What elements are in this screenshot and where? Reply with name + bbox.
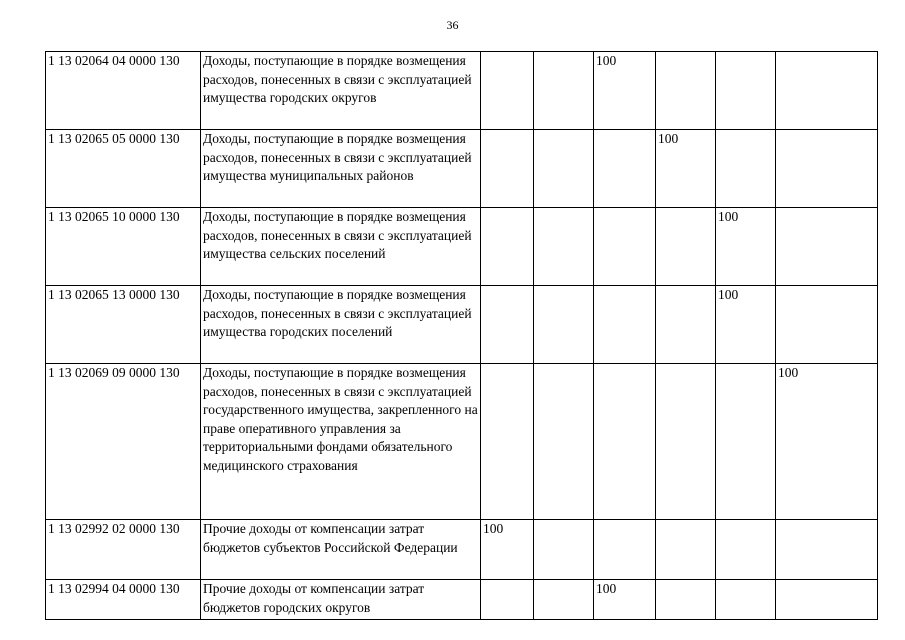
allocation-percent-cell	[534, 520, 594, 580]
allocation-percent-cell: 100	[656, 130, 716, 208]
allocation-percent-cell	[594, 130, 656, 208]
budget-classification-code: 1 13 02065 13 0000 130	[46, 286, 201, 364]
allocation-percent-cell	[656, 208, 716, 286]
page-number: 36	[446, 18, 459, 32]
allocation-percent-cell	[656, 364, 716, 520]
allocation-percent-cell	[776, 130, 878, 208]
table-row	[46, 364, 878, 520]
allocation-percent-cell	[594, 364, 656, 520]
allocation-percent-cell	[481, 52, 534, 130]
budget-classification-code: 1 13 02065 10 0000 130	[46, 208, 201, 286]
table-row	[46, 208, 878, 286]
allocation-percent-cell	[481, 580, 534, 620]
allocation-percent-cell	[594, 286, 656, 364]
allocation-percent-cell	[534, 580, 594, 620]
revenue-description: Доходы, поступающие в порядке возмещения расходов, понесенных в связи с эксплуатацией имущества муниципальных районов	[201, 130, 481, 208]
allocation-percent-cell: 100	[776, 364, 878, 520]
allocation-percent-cell	[776, 208, 878, 286]
allocation-percent-cell	[716, 580, 776, 620]
allocation-percent-cell	[776, 286, 878, 364]
allocation-percent-cell: 100	[481, 520, 534, 580]
allocation-percent-cell	[656, 520, 716, 580]
budget-classification-code: 1 13 02069 09 0000 130	[46, 364, 201, 520]
revenue-description: Прочие доходы от компенсации затрат бюджетов субъектов Российской Федерации	[201, 520, 481, 580]
allocation-percent-cell: 100	[716, 208, 776, 286]
allocation-percent-cell	[534, 364, 594, 520]
allocation-percent-cell	[656, 580, 716, 620]
allocation-percent-cell	[776, 52, 878, 130]
revenue-description: Доходы, поступающие в порядке возмещения расходов, понесенных в связи с эксплуатацией имущества сельских поселений	[201, 208, 481, 286]
revenue-description: Доходы, поступающие в порядке возмещения расходов, понесенных в связи с эксплуатацией имущества городских поселений	[201, 286, 481, 364]
revenue-description: Доходы, поступающие в порядке возмещения расходов, понесенных в связи с эксплуатацией имущества городских округов	[201, 52, 481, 130]
allocation-percent-cell	[594, 208, 656, 286]
revenue-description: Доходы, поступающие в порядке возмещения расходов, понесенных в связи с эксплуатацией государственного имущества, закрепленного на праве оперативного управления за территориальными фондами обязательного медицинского страхования	[201, 364, 481, 520]
allocation-percent-cell	[716, 130, 776, 208]
table-row	[46, 580, 878, 620]
table-row	[46, 286, 878, 364]
allocation-percent-cell	[534, 130, 594, 208]
allocation-percent-cell	[534, 286, 594, 364]
allocation-percent-cell	[481, 130, 534, 208]
revenue-description: Прочие доходы от компенсации затрат бюджетов городских округов	[201, 580, 481, 620]
allocation-percent-cell	[656, 286, 716, 364]
allocation-percent-cell	[716, 520, 776, 580]
allocation-percent-cell	[534, 52, 594, 130]
budget-classification-code: 1 13 02065 05 0000 130	[46, 130, 201, 208]
allocation-percent-cell	[716, 364, 776, 520]
allocation-percent-cell	[656, 52, 716, 130]
budget-classification-code: 1 13 02064 04 0000 130	[46, 52, 201, 130]
allocation-percent-cell: 100	[716, 286, 776, 364]
budget-classification-code: 1 13 02992 02 0000 130	[46, 520, 201, 580]
table-row	[46, 520, 878, 580]
allocation-percent-cell	[716, 52, 776, 130]
table-row	[46, 130, 878, 208]
table-body	[46, 52, 878, 620]
revenue-table	[45, 51, 878, 620]
allocation-percent-cell: 100	[594, 580, 656, 620]
allocation-percent-cell	[534, 208, 594, 286]
allocation-percent-cell	[481, 286, 534, 364]
budget-classification-code: 1 13 02994 04 0000 130	[46, 580, 201, 620]
allocation-percent-cell	[481, 208, 534, 286]
table-row	[46, 52, 878, 130]
allocation-percent-cell	[776, 580, 878, 620]
allocation-percent-cell	[594, 520, 656, 580]
allocation-percent-cell	[481, 364, 534, 520]
allocation-percent-cell: 100	[594, 52, 656, 130]
allocation-percent-cell	[776, 520, 878, 580]
